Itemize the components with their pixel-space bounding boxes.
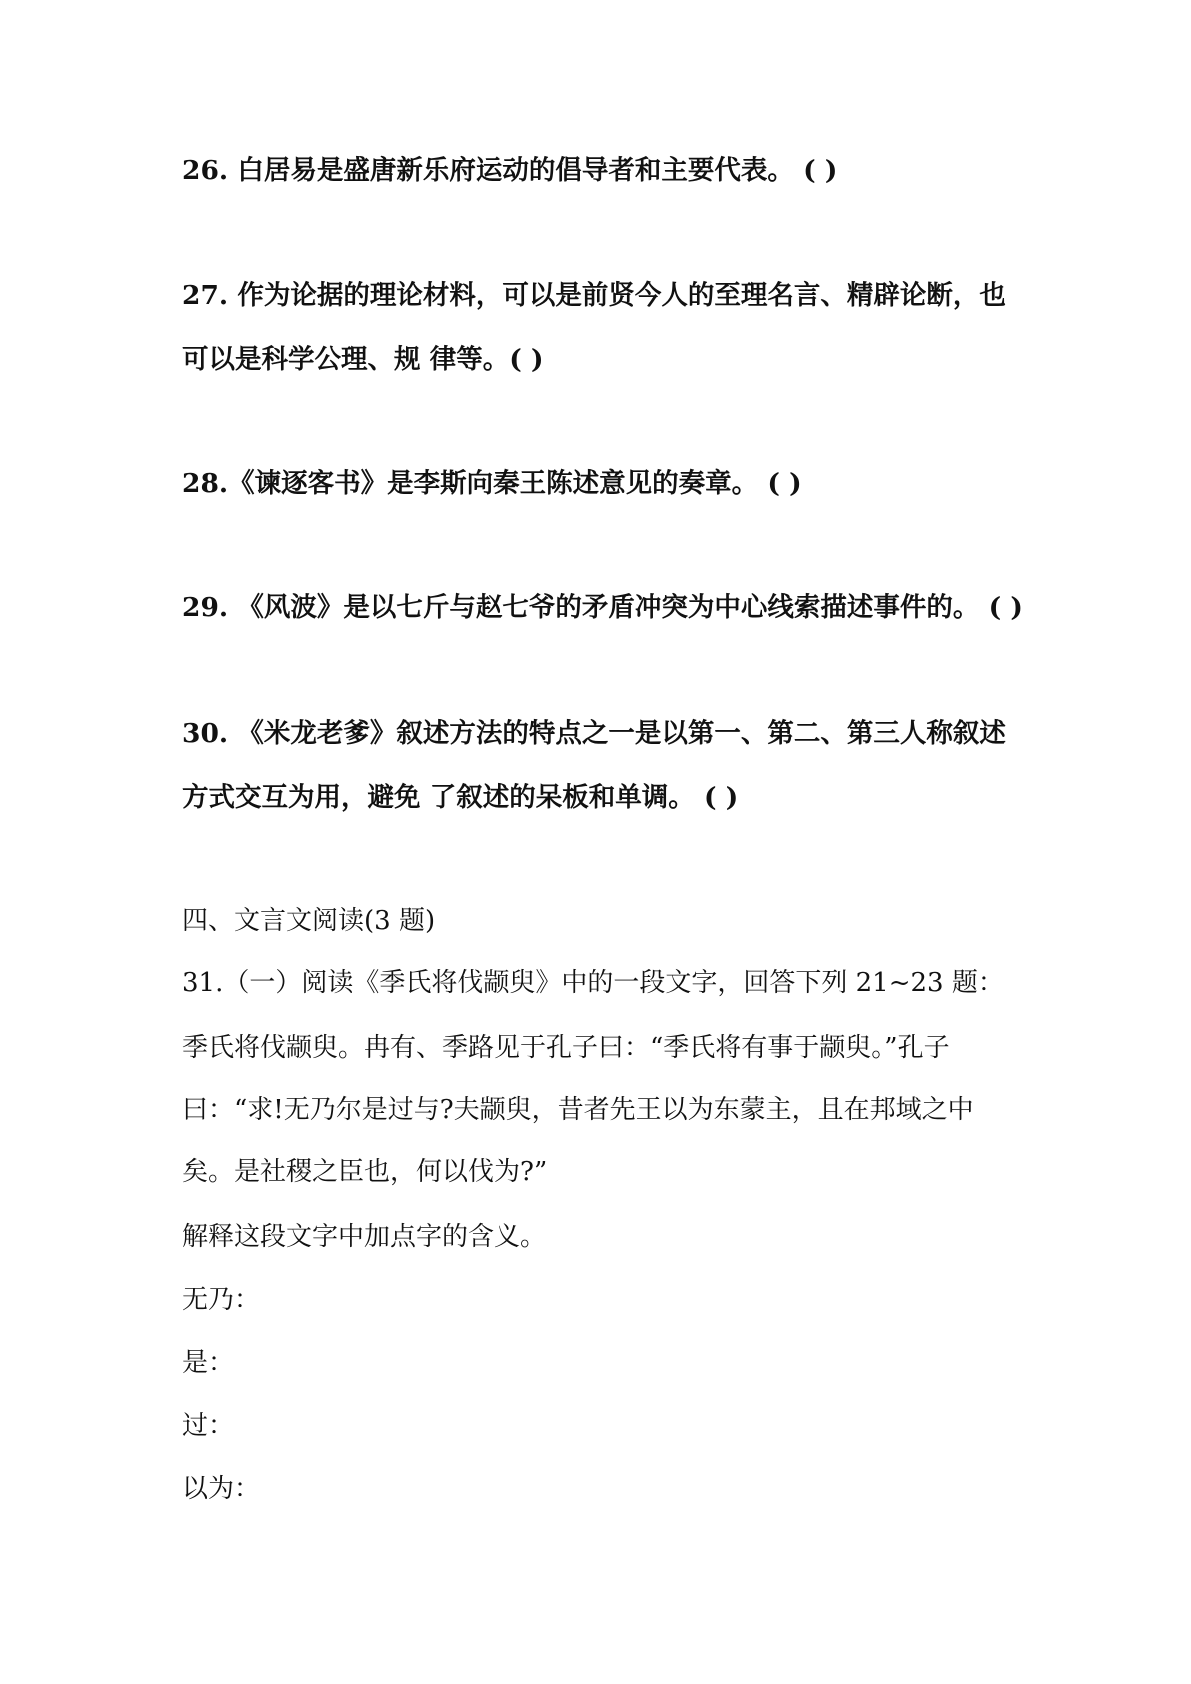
q28-text: 《谏逐客书》是李斯向秦王陈述意见的奏章。 ( ) xyxy=(228,468,802,499)
q26-number: 26. xyxy=(182,155,229,186)
q28-number: 28. xyxy=(182,468,229,499)
q31-intro: 31.（一）阅读《季氏将伐颛臾》中的一段文字，回答下列 21~23 题： xyxy=(182,968,1004,998)
q30-text-1: 《米龙老爹》叙述方法的特点之一是以第一、第二、第三人称叙述 xyxy=(237,718,1006,749)
q29-text: 《风波》是以七斤与赵七爷的矛盾冲突为中心线索描述事件的。 ( ) xyxy=(237,592,1023,623)
q30-line1 xyxy=(182,718,1006,750)
passage-line-2: 曰：“求!无乃尔是过与?夫颛臾，昔者先王以为东蒙主，且在邦域之中 xyxy=(182,1095,974,1125)
q29-number: 29. xyxy=(182,592,229,623)
q28-line1 xyxy=(182,468,802,500)
q26-text: 白居易是盛唐新乐府运动的倡导者和主要代表。 ( ) xyxy=(237,155,838,186)
q27-text-2: 可以是科学公理、规 律等。( ) xyxy=(182,344,544,375)
q30-text-2: 方式交互为用，避免 了叙述的呆板和单调。 ( ) xyxy=(182,782,739,813)
q27-line1 xyxy=(182,280,1006,312)
passage-line-1: 季氏将伐颛臾。冉有、季路见于孔子曰：“季氏将有事于颛臾。”孔子 xyxy=(182,1033,950,1063)
q30-number: 30. xyxy=(182,718,229,749)
q27-line2 xyxy=(182,344,544,376)
term-guo: 过： xyxy=(182,1411,235,1441)
q30-line2 xyxy=(182,782,738,814)
q27-text-1: 作为论据的理论材料，可以是前贤今人的至理名言、精辟论断，也 xyxy=(237,280,1006,311)
q26-line1 xyxy=(182,155,837,187)
term-wunai: 无乃： xyxy=(182,1285,261,1315)
q29-line1 xyxy=(182,592,1023,624)
term-yiwei: 以为： xyxy=(182,1474,261,1504)
passage-line-3: 矣。是社稷之臣也，何以伐为?” xyxy=(182,1157,548,1187)
term-shi: 是： xyxy=(182,1348,235,1378)
section4-heading: 四、文言文阅读(3 题) xyxy=(182,906,436,936)
instruction-text: 解释这段文字中加点字的含义。 xyxy=(182,1222,547,1252)
q27-number: 27. xyxy=(182,280,229,311)
